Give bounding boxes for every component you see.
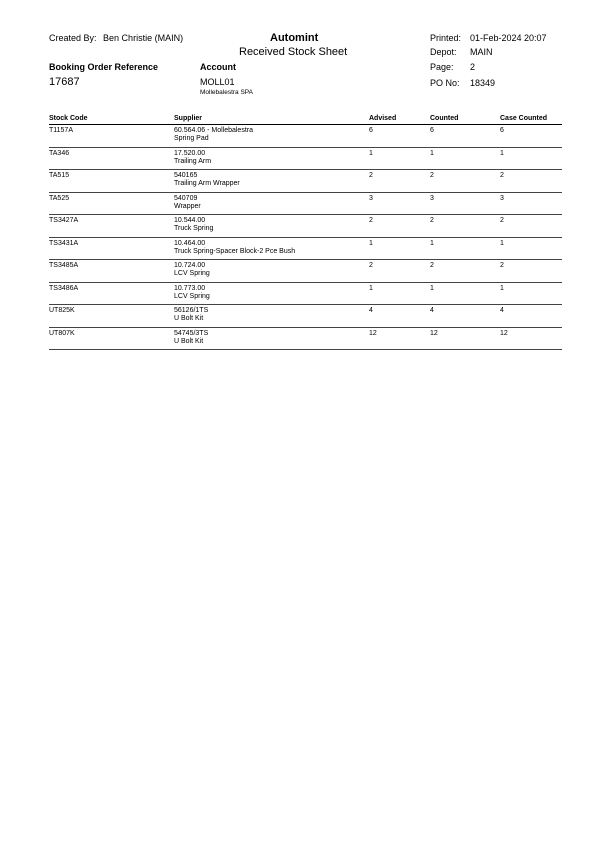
- cell-advised: 2: [369, 262, 373, 269]
- cell-supplier: 10.724.00: [174, 262, 206, 269]
- cell-code: UT825K: [49, 307, 75, 314]
- cell-advised: 2: [369, 217, 373, 224]
- cell-supplier: 17.520.00: [174, 149, 206, 157]
- col-head-supplier: Supplier: [174, 115, 203, 122]
- cell-advised: 12: [369, 329, 377, 337]
- cell-description: Truck Spring-Spacer Block-2 Pce Bush: [174, 247, 296, 255]
- row-divider: [49, 327, 562, 328]
- cell-supplier: 540709: [174, 194, 198, 202]
- cell-supplier: 54745/3TS: [174, 329, 209, 337]
- row-divider: [49, 282, 562, 283]
- po-number: 18349: [470, 78, 496, 88]
- cell-counted: 4: [430, 307, 434, 314]
- cell-description: LCV Spring: [174, 292, 210, 300]
- col-head-counted: Counted: [430, 115, 459, 122]
- cell-code: UT807K: [49, 329, 75, 337]
- cell-code: TA525: [49, 194, 70, 202]
- table-header-rule: [49, 124, 562, 125]
- cell-advised: 2: [369, 172, 373, 179]
- cell-code: TA346: [49, 149, 70, 157]
- cell-advised: 4: [369, 307, 373, 314]
- po-label: PO No:: [430, 78, 460, 88]
- account-label: Account: [200, 62, 236, 72]
- printed-value: 01-Feb-2024 20:07: [470, 33, 547, 43]
- row-divider: [49, 304, 562, 305]
- cell-supplier: 540165: [174, 172, 198, 179]
- cell-case: 2: [500, 262, 504, 269]
- cell-case: 3: [500, 194, 504, 202]
- row-divider: [49, 147, 562, 148]
- depot-value: MAIN: [470, 47, 493, 57]
- row-divider: [49, 214, 562, 215]
- col-head-case-counted: Case Counted: [500, 115, 548, 122]
- cell-counted: 1: [430, 149, 434, 157]
- cell-counted: 2: [430, 262, 434, 269]
- cell-counted: 1: [430, 284, 434, 292]
- cell-supplier: 10.544.00: [174, 217, 206, 224]
- cell-description: Trailing Arm Wrapper: [174, 180, 240, 187]
- booking-ref-label: Booking Order Reference: [49, 62, 159, 72]
- cell-case: 1: [500, 239, 504, 247]
- cell-code: TS3431A: [49, 239, 79, 247]
- col-head-stock-code: Stock Code: [49, 115, 88, 122]
- cell-counted: 2: [430, 172, 434, 179]
- cell-supplier: 10.464.00: [174, 239, 206, 247]
- document-title: Received Stock Sheet: [239, 46, 348, 58]
- cell-description: LCV Spring: [174, 270, 210, 277]
- row-divider: [49, 259, 562, 260]
- cell-description: Spring Pad: [174, 135, 209, 142]
- account-code: MOLL01: [200, 77, 235, 87]
- depot-label: Depot:: [430, 47, 457, 57]
- cell-advised: 1: [369, 284, 373, 292]
- row-divider: [49, 349, 562, 350]
- company-name: Automint: [270, 32, 319, 44]
- cell-counted: 3: [430, 194, 434, 202]
- row-divider: [49, 237, 562, 238]
- cell-advised: 3: [369, 194, 373, 202]
- cell-code: TS3486A: [49, 284, 79, 292]
- cell-description: Truck Spring: [174, 225, 214, 232]
- created-by-label: Created By:: [49, 33, 97, 43]
- cell-supplier: 10.773.00: [174, 284, 206, 292]
- cell-counted: 12: [430, 329, 438, 337]
- col-head-advised: Advised: [369, 115, 397, 122]
- row-divider: [49, 169, 562, 170]
- cell-advised: 1: [369, 239, 373, 247]
- created-by: [49, 33, 183, 43]
- cell-description: U Bolt Kit: [174, 315, 204, 322]
- cell-description: U Bolt Kit: [174, 337, 204, 345]
- cell-advised: 6: [369, 127, 373, 134]
- booking-ref-value: 17687: [49, 76, 80, 88]
- printed-label: Printed:: [430, 33, 462, 43]
- cell-case: 4: [500, 307, 504, 314]
- cell-case: 1: [500, 284, 504, 292]
- created-by-value: Ben Christie (MAIN): [103, 33, 184, 43]
- cell-case: 2: [500, 217, 504, 224]
- cell-code: T1157A: [49, 127, 73, 134]
- cell-supplier: 60.564.06 - Mollebalestra: [174, 127, 253, 134]
- cell-case: 6: [500, 127, 504, 134]
- page-label: Page:: [430, 62, 454, 72]
- cell-counted: 1: [430, 239, 434, 247]
- cell-counted: 6: [430, 127, 434, 134]
- page-number: 2: [470, 62, 476, 72]
- cell-case: 2: [500, 172, 504, 179]
- cell-code: TA515: [49, 172, 70, 179]
- row-divider: [49, 192, 562, 193]
- cell-code: TS3485A: [49, 262, 79, 269]
- cell-counted: 2: [430, 217, 434, 224]
- cell-description: Trailing Arm: [174, 157, 212, 165]
- cell-advised: 1: [369, 149, 373, 157]
- cell-description: Wrapper: [174, 202, 201, 210]
- cell-supplier: 56126/1TS: [174, 307, 209, 314]
- cell-case: 1: [500, 149, 504, 157]
- account-name: Mollebalestra SPA: [200, 89, 253, 96]
- cell-code: TS3427A: [49, 217, 79, 224]
- cell-case: 12: [500, 329, 508, 337]
